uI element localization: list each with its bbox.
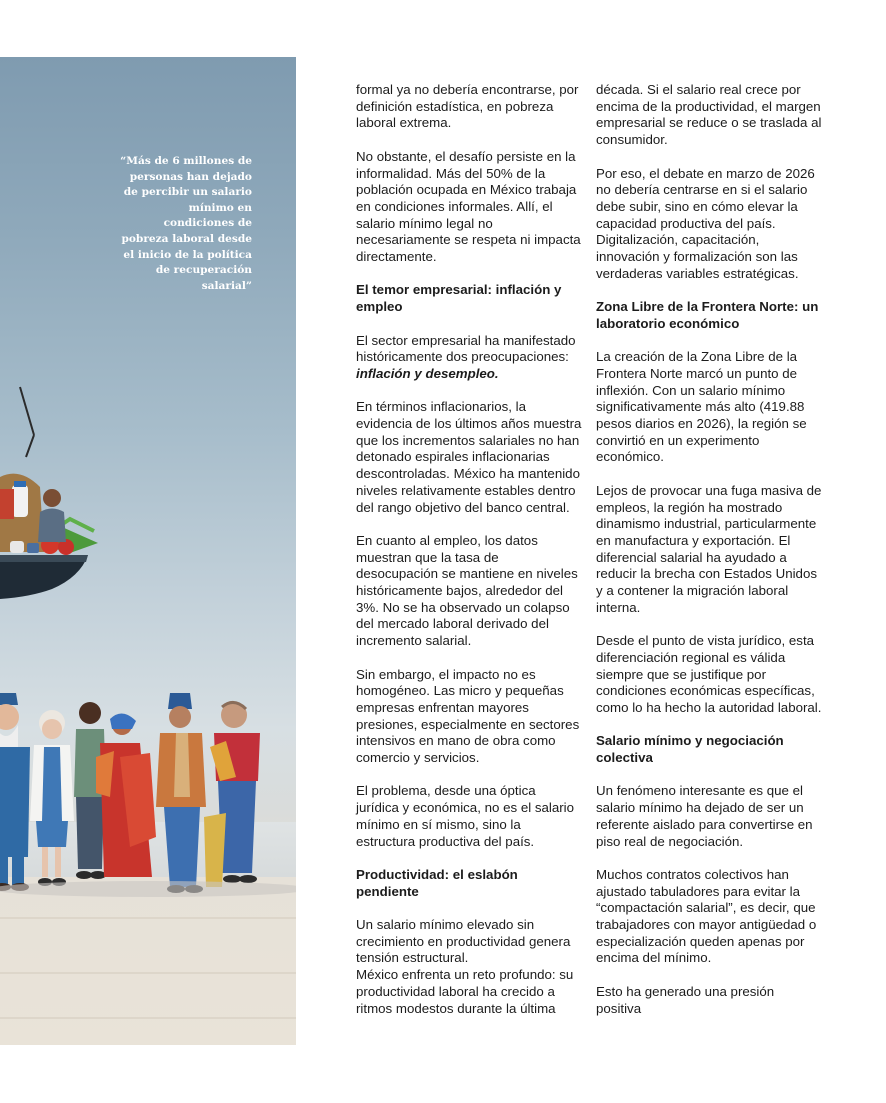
emphasis: inflación y desempleo. xyxy=(356,365,499,381)
paragraph: Lejos de provocar una fuga masiva de empleos, la región ha mostrado dinamismo industrial, particularmente en manufactura y exportación. El diferencial salarial ha ayudado a reducir la brecha con Estados Unidos y a contener la migración laboral interna. xyxy=(596,482,822,615)
section-heading: Salario mínimo y negociación colectiva xyxy=(596,733,784,766)
paragraph: El problema, desde una óptica jurídica y económica, no es el salario mínimo en sí mismo, sino la estructura productiva del país. xyxy=(356,783,575,849)
paragraph: formal ya no debería encontrarse, por definición estadística, en pobreza laboral extrema. xyxy=(356,82,579,131)
paragraph: década. Si el salario real crece por encima de la productividad, el margen empresarial se reduce o se traslada al consumidor. xyxy=(596,82,822,148)
section-heading: Zona Libre de la Frontera Norte: un laboratorio económico xyxy=(596,299,819,331)
scale-bowl xyxy=(0,555,88,599)
child-figure xyxy=(38,489,66,542)
paragraph: En términos inflacionarios, la evidencia de los últimos años muestra que los incrementos salariales no han detonado espirales inflacionarias descontroladas. México ha mantenido niveles relativamente estables dentro del rango objetivo del banco central. xyxy=(356,399,582,515)
scale-chain xyxy=(20,387,34,457)
section-heading: Productividad: el eslabón pendiente xyxy=(356,866,518,899)
paragraph: No obstante, el desafío persiste en la informalidad. Más del 50% de la población ocupada en México trabaja en condiciones informales. Allí, el salario mínimo legal no necesariamente se respeta ni impacta directamente. xyxy=(356,148,581,265)
paragraph: Sin embargo, el impacto no es homogéneo. Las micro y pequeñas empresas enfrentan mayores presiones, especialmente en sectores intensivos en mano de obra como comercio y servicios. xyxy=(356,666,580,766)
paragraph: Desde el punto de vista jurídico, esta diferenciación regional es válida siempre que se justifique por condiciones económicas específicas, como lo ha hecho la autoridad laboral. xyxy=(596,633,822,715)
paragraph xyxy=(356,333,582,383)
section-heading: El temor empresarial: inflación y empleo xyxy=(356,282,562,315)
paragraph: Un fenómeno interesante es que el salario mínimo ha dejado de ser un referente aislado para convertirse en piso real de negociación. xyxy=(596,783,813,849)
paragraph: En cuanto al empleo, los datos muestran que la tasa de desocupación se mantiene en niveles históricamente bajos, alrededor del 3%. No se ha observado un colapso del mercado laboral derivado del incremento salarial. xyxy=(356,532,578,649)
worker-figures xyxy=(0,693,260,893)
article-column-1 xyxy=(356,82,582,1017)
paragraph: Por eso, el debate en marzo de 2026 no debería centrarse en si el salario debe subir, sino en cómo elevar la capacidad productiva del país. Digitalización, capacitación, innovación y formalización son las verdaderas variables estratégicas. xyxy=(596,165,815,281)
paragraph: Muchos contratos colectivos han ajustado tabuladores para evitar la “compactación salarial”, es decir, que trabajadores con mayor antigüedad o especialización queden apenas por encima del mínimo. xyxy=(596,866,817,966)
article-column-2 xyxy=(596,82,822,1017)
paragraph: Esto ha generado una presión positiva xyxy=(596,983,775,1016)
paragraph: La creación de la Zona Libre de la Frontera Norte marcó un punto de inflexión. Con un salario mínimo significativamente más alto (419.88 pesos diarios en 2026), la región se convirtió en un experimento económico. xyxy=(596,349,807,465)
article-illustration xyxy=(0,57,296,1045)
paragraph: Un salario mínimo elevado sin crecimiento en productividad genera tensión estructural. xyxy=(356,917,571,966)
paragraph: México enfrenta un reto profundo: su productividad laboral ha crecido a ritmos modestos durante la última xyxy=(356,967,574,1016)
paragraph-lead: El sector empresarial ha manifestado históricamente dos preocupaciones: xyxy=(356,332,576,365)
pull-quote: “Más de 6 millones de personas han dejado de percibir un salario mínimo en condiciones de pobreza laboral desde el inicio de la política de recuperación salarial” xyxy=(120,155,252,292)
